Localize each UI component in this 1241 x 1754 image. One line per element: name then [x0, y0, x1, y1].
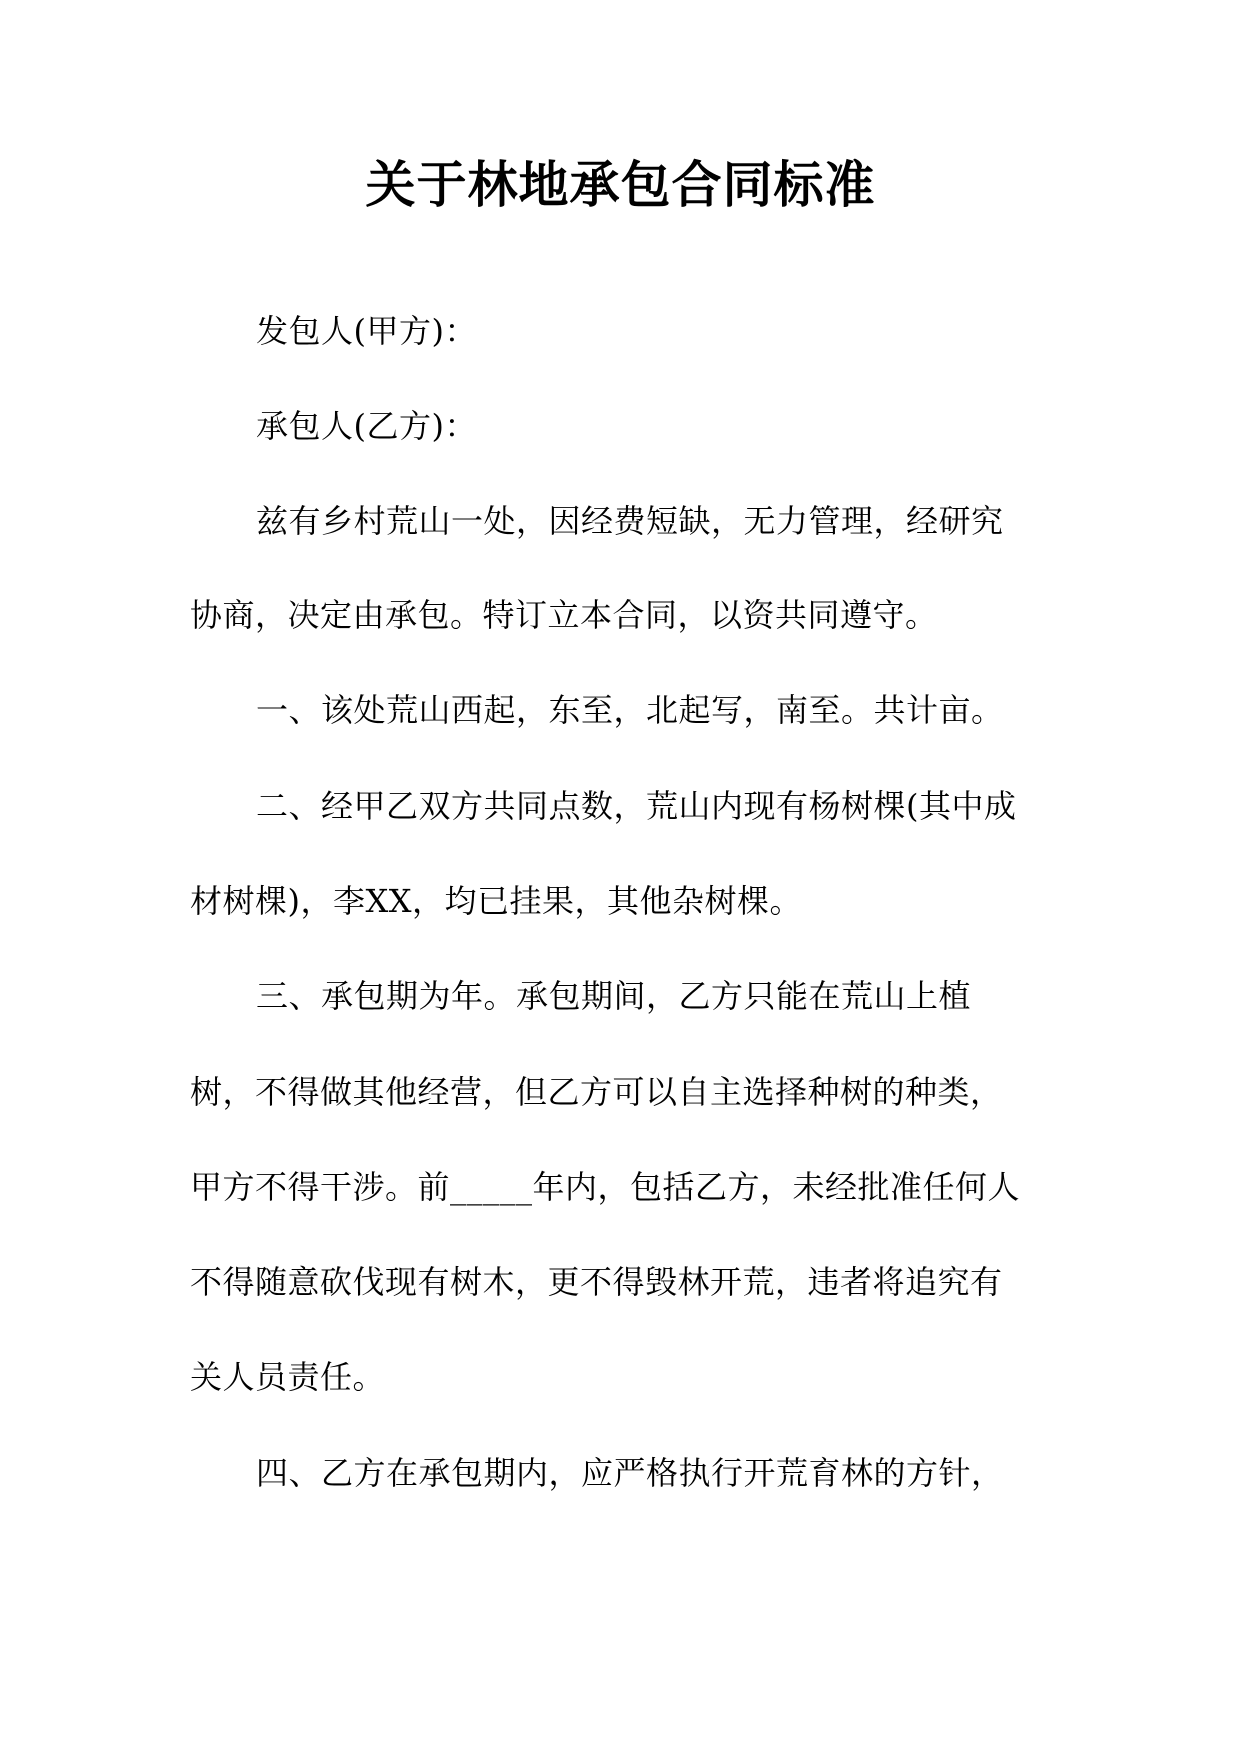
party-a-line: 发包人(甲方)： [256, 312, 477, 350]
body-text-line: 协商，决定由承包。特订立本合同，以资共同遵守。 [190, 596, 938, 634]
body-text-line: 甲方不得干涉。前_____年内，包括乙方，未经批准任何人 [190, 1168, 1021, 1206]
body-text-line: 树，不得做其他经营，但乙方可以自主选择种树的种类， [190, 1073, 1003, 1111]
clause-1-line: 一、该处荒山西起，东至，北起写，南至。共计亩。 [256, 691, 1004, 729]
body-text-line: 不得随意砍伐现有树木，更不得毁林开荒，违者将追究有 [190, 1263, 1003, 1301]
clause-4-line: 四、乙方在承包期内，应严格执行开荒育林的方针， [256, 1454, 1004, 1492]
document-title: 关于林地承包合同标准 [365, 156, 876, 214]
body-text-line: 材树棵)，李XX，均已挂果，其他杂树棵。 [190, 882, 803, 920]
party-b-line: 承包人(乙方)： [256, 407, 477, 445]
body-text-line: 关人员责任。 [190, 1358, 386, 1396]
body-text-line: 兹有乡村荒山一处，因经费短缺，无力管理，经研究 [256, 502, 1004, 540]
clause-3-line: 三、承包期为年。承包期间，乙方只能在荒山上植 [256, 977, 972, 1015]
clause-2-line: 二、经甲乙双方共同点数，荒山内现有杨树棵(其中成 [256, 787, 1017, 825]
